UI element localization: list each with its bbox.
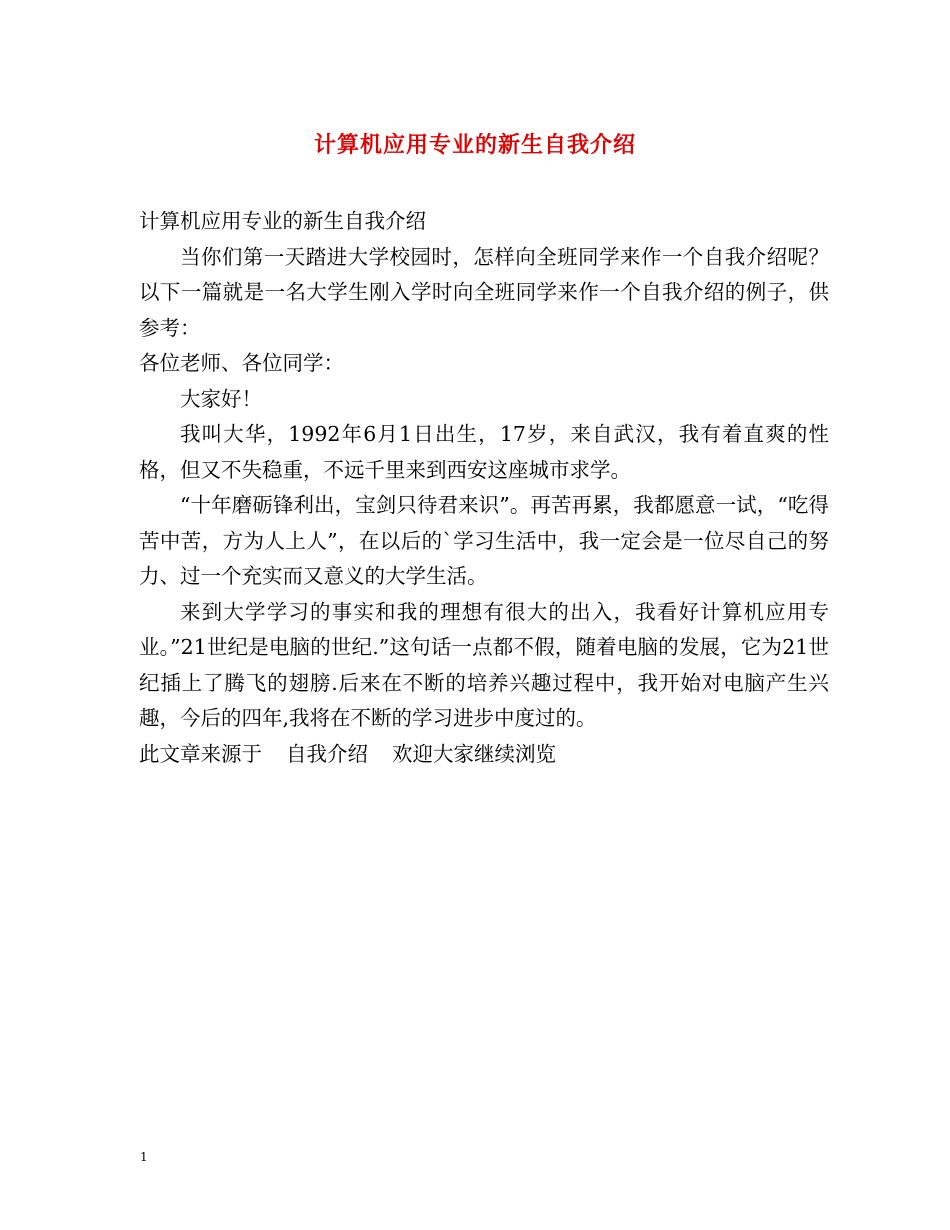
intro-paragraph: 当你们第一天踏进大学校园时，怎样向全班同学来作一个自我介绍呢？以下一篇就是一名大学生刚入学时向全班同学来作一个自我介绍的例子，供参考： [139, 244, 829, 340]
source-suffix: 欢迎大家继续浏览 [392, 741, 556, 766]
body-paragraph: 我叫大华，1992年6月1日出生，17岁，来自武汉，我有着直爽的性格，但又不失稳重，不远千里来到西安这座城市求学。 [139, 422, 829, 482]
source-line [139, 737, 829, 773]
document-title: 计算机应用专业的新生自我介绍 [313, 132, 636, 158]
page-number: 1 [140, 1150, 148, 1164]
source-prefix: 此文章来源于 [139, 741, 262, 766]
source-link[interactable]: 自我介绍 [286, 741, 368, 766]
document-subtitle: 计算机应用专业的新生自我介绍 [139, 209, 426, 233]
body-paragraph: 来到大学学习的事实和我的理想有很大的出入，我看好计算机应用专业。”21世纪是电脑的世纪.”这句话一点都不假，随着电脑的发展，它为21世纪插上了腾飞的翅膀.后来在不断的培养兴趣过程中，我开始对电脑产生兴趣，今后的四年,我将在不断的学习进步中度过的。 [139, 599, 829, 730]
body-paragraph: “十年磨砺锋利出，宝剑只待君来识”。再苦再累，我都愿意一试，“吃得苦中苦，方为人上人”，在以后的`学习生活中，我一定会是一位尽自己的努力、过一个充实而又意义的大学生活。 [139, 493, 829, 588]
document-body [139, 204, 829, 772]
greeting: 大家好！ [180, 386, 262, 411]
salutation: 各位老师、各位同学： [139, 351, 344, 375]
